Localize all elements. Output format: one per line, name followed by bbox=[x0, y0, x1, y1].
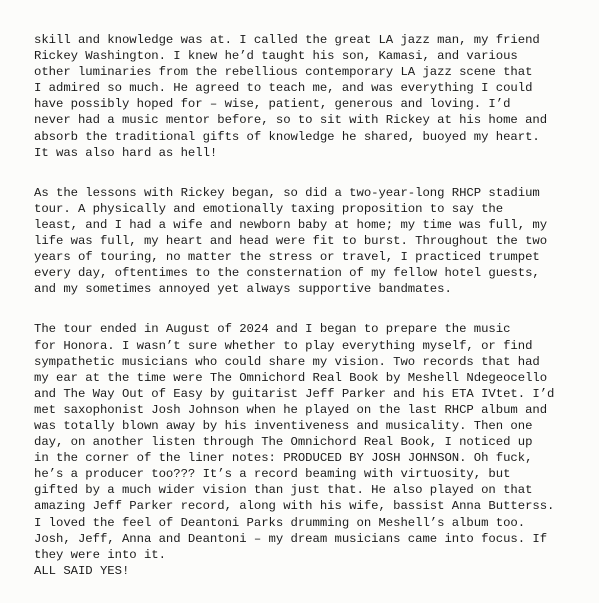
paragraph-honora bbox=[34, 321, 586, 579]
text-line: never had a music mentor before, so to sit with Rickey at his home and bbox=[34, 113, 548, 128]
text-line: every day, oftentimes to the consternation of my fellow hotel guests, bbox=[34, 266, 540, 281]
text-line: It was also hard as hell! bbox=[34, 145, 218, 160]
text-line: was totally blown away by his inventiveness and musicality. Then one bbox=[34, 418, 533, 433]
text-line: my ear at the time were The Omnichord Real Book by Meshell Ndegeocello bbox=[34, 370, 548, 385]
text-line: in the corner of the liner notes: PRODUCED BY JOSH JOHNSON. Oh fuck, bbox=[34, 451, 533, 466]
text-line: for Honora. I wasn’t sure whether to play everything myself, or find bbox=[34, 338, 533, 353]
text-line: day, on another listen through The Omnichord Real Book, I noticed up bbox=[34, 435, 533, 450]
text-line: met saxophonist Josh Johnson when he played on the last RHCP album and bbox=[34, 402, 548, 417]
text-line: sympathetic musicians who could share my vision. Two records that had bbox=[34, 354, 540, 369]
text-line: years of touring, no matter the stress or travel, I practiced trumpet bbox=[34, 250, 540, 265]
text-line: gifted by a much wider vision than just that. He also played on that bbox=[34, 483, 533, 498]
text-line: life was full, my heart and head were fit to burst. Throughout the two bbox=[34, 234, 548, 249]
text-line: I admired so much. He agreed to teach me, and was everything I could bbox=[34, 81, 533, 96]
text-line: amazing Jeff Parker record, along with his wife, bassist Anna Butterss. bbox=[34, 499, 555, 514]
text-line: skill and knowledge was at. I called the great LA jazz man, my friend bbox=[34, 33, 540, 47]
paragraph-tour bbox=[34, 185, 586, 298]
text-line: and my sometimes annoyed yet always supportive bandmates. bbox=[34, 282, 452, 297]
text-line: Josh, Jeff, Anna and Deantoni – my dream musicians came into focus. If bbox=[34, 531, 548, 546]
text-line: he’s a producer too??? It’s a record beaming with virtuosity, but bbox=[34, 467, 511, 482]
document-page bbox=[34, 32, 586, 603]
text-line: The tour ended in August of 2024 and I began to prepare the music bbox=[34, 322, 511, 337]
text-line: have possibly hoped for – wise, patient, generous and loving. I’d bbox=[34, 97, 511, 112]
text-line: they were into it. bbox=[34, 547, 166, 562]
text-line: absorb the traditional gifts of knowledge he shared, buoyed my heart. bbox=[34, 129, 540, 144]
text-line: tour. A physically and emotionally taxing proposition to say the bbox=[34, 201, 504, 216]
paragraph-lessons bbox=[34, 32, 586, 161]
text-line: least, and I had a wife and newborn baby at home; my time was full, my bbox=[34, 217, 548, 232]
text-line: and The Way Out of Easy by guitarist Jeff Parker and his ETA IVtet. I’d bbox=[34, 386, 555, 401]
text-line: Rickey Washington. I knew he’d taught his son, Kamasi, and various bbox=[34, 49, 518, 64]
text-line: other luminaries from the rebellious contemporary LA jazz scene that bbox=[34, 65, 533, 80]
text-line: ALL SAID YES! bbox=[34, 563, 130, 578]
text-line: As the lessons with Rickey began, so did a two-year-long RHCP stadium bbox=[34, 185, 540, 200]
text-line: I loved the feel of Deantoni Parks drumming on Meshell’s album too. bbox=[34, 515, 526, 530]
